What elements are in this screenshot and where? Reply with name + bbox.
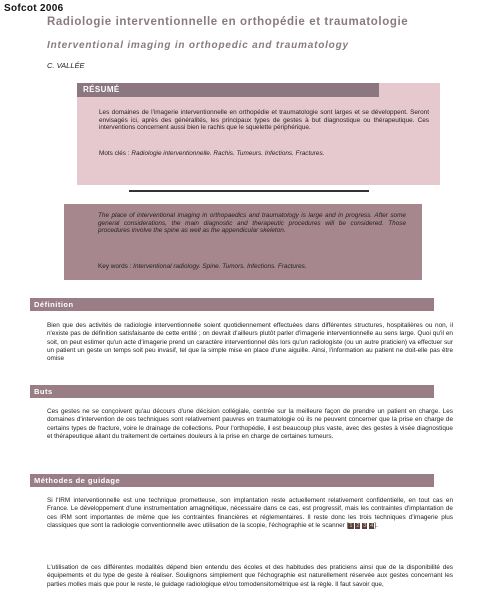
resume-keywords-list: Radiologie interventionnelle. Rachis. Tumeurs. Infections. Fractures. [131, 150, 325, 157]
citation-link[interactable]: 2 [356, 522, 360, 529]
buts-paragraph: Ces gestes ne se conçoivent qu'au décours d'une décision collégiale, centrée sur la meilleure façon de prendre un patient en charge. Les domaines d'intervention de ces techniques sont relativement pauvres en traumatologie où ils ne peuvent concerner que la prise en charge de certains types de fracture, voire le drainage de collections. Pour l'orthopédie, il est beaucoup plus vaste, avec des gestes à visée diagnostique et thérapeutique allant du traitement de certaines douleurs à la prise en charge de certaines tumeurs. [47, 408, 453, 440]
resume-heading: RÉSUMÉ [77, 83, 379, 97]
methodes-text-1: Si l'IRM interventionnelle est une technique prometteuse, son implantation reste actuellement relativement confidentielle, en tout cas en France. Le développement d'une instrumentation amagnétique, nécessaire dans ce cas, est progressif, mais les contraintes d'implantation de ces IRM sont importantes de même que les contraintes financières et réglementaires. Il reste donc les trois techniques d'imagerie plus classiques que sont la radiologie conventionnelle avec utilisation de la scopie, l'échographie et le scanner [ [47, 497, 453, 529]
section-heading-methodes: Méthodes de guidage [30, 474, 434, 487]
abstract-keywords-label: Key words : [98, 263, 132, 270]
methodes-paragraph-2: L'utilisation de ces différentes modalités dépend bien entendu des écoles et des habitudes des praticiens ainsi que de la disponibilité des équipements et du type de geste à réaliser. Soulignons simplement que l'échographie est naturellement réservée aux gestes concernant les parties molles mais que pour le reste, le guidage radiologique et/ou tomodensitométrique est la règle. Il faut savoir que, [47, 564, 453, 588]
english-title: Interventional imaging in orthopedic and traumatology [47, 40, 349, 51]
section-heading-definition: Définition [30, 298, 434, 311]
citation-link[interactable]: 3 [363, 522, 367, 529]
divider [129, 190, 369, 192]
citation-link[interactable]: 1 [349, 522, 353, 529]
section-heading-buts: Buts [30, 385, 434, 398]
resume-text: Les domaines de l'imagerie interventionnelle en orthopédie et traumatologie sont larges et se développent. Seront envisagés ici, après des généralités, les principaux types de gestes à but diagnostique ou thérapeutique. Ces interventions concernent aussi bien le rachis que le squelette périphérique. [99, 109, 429, 132]
definition-paragraph: Bien que des activités de radiologie interventionnelle soient quotidiennement effectuées dans différentes structures, hospitalières ou non, il n'existe pas de définition satisfaisante de cette entité ; on devrait d'ailleurs plutôt parler d'imagerie interventionnelle au sens large. Quoi qu'il en soit, on peut estimer qu'un acte d'imagerie prend un caractère interventionnel dès lors qu'un radiologiste (ou un autre praticien) va effectuer sur un patient un geste un temps soit peu invasif, tel que la simple mise en place d'une aiguille. Ainsi, l'information au patient ne doit-elle pas être omise [47, 322, 453, 363]
methodes-paragraph-1 [47, 497, 453, 530]
abstract-keywords [98, 263, 406, 271]
abstract-text: The place of interventional imaging in orthopaedics and traumatology is large and in progress. After some general considerations, the main diagnostic and therapeutic procedures will be considered. Those procedures involve the spine as well as the appendicular skeleton. [98, 212, 406, 235]
author: C. VALLÉE [47, 61, 85, 70]
page-title: Radiologie interventionnelle en orthopédie et traumatologie [47, 16, 409, 28]
resume-keywords [99, 150, 429, 158]
abstract-box [64, 204, 422, 280]
abstract-keywords-list: Interventional radiology. Spine. Tumors. Infections. Fractures. [133, 263, 307, 270]
citation-link[interactable]: 4 [370, 522, 374, 529]
conference-label: Sofcot 2006 [4, 3, 64, 14]
resume-keywords-label: Mots clés : [99, 150, 130, 157]
methodes-text-1-end: ]. [374, 521, 378, 529]
resume-box [77, 83, 440, 185]
